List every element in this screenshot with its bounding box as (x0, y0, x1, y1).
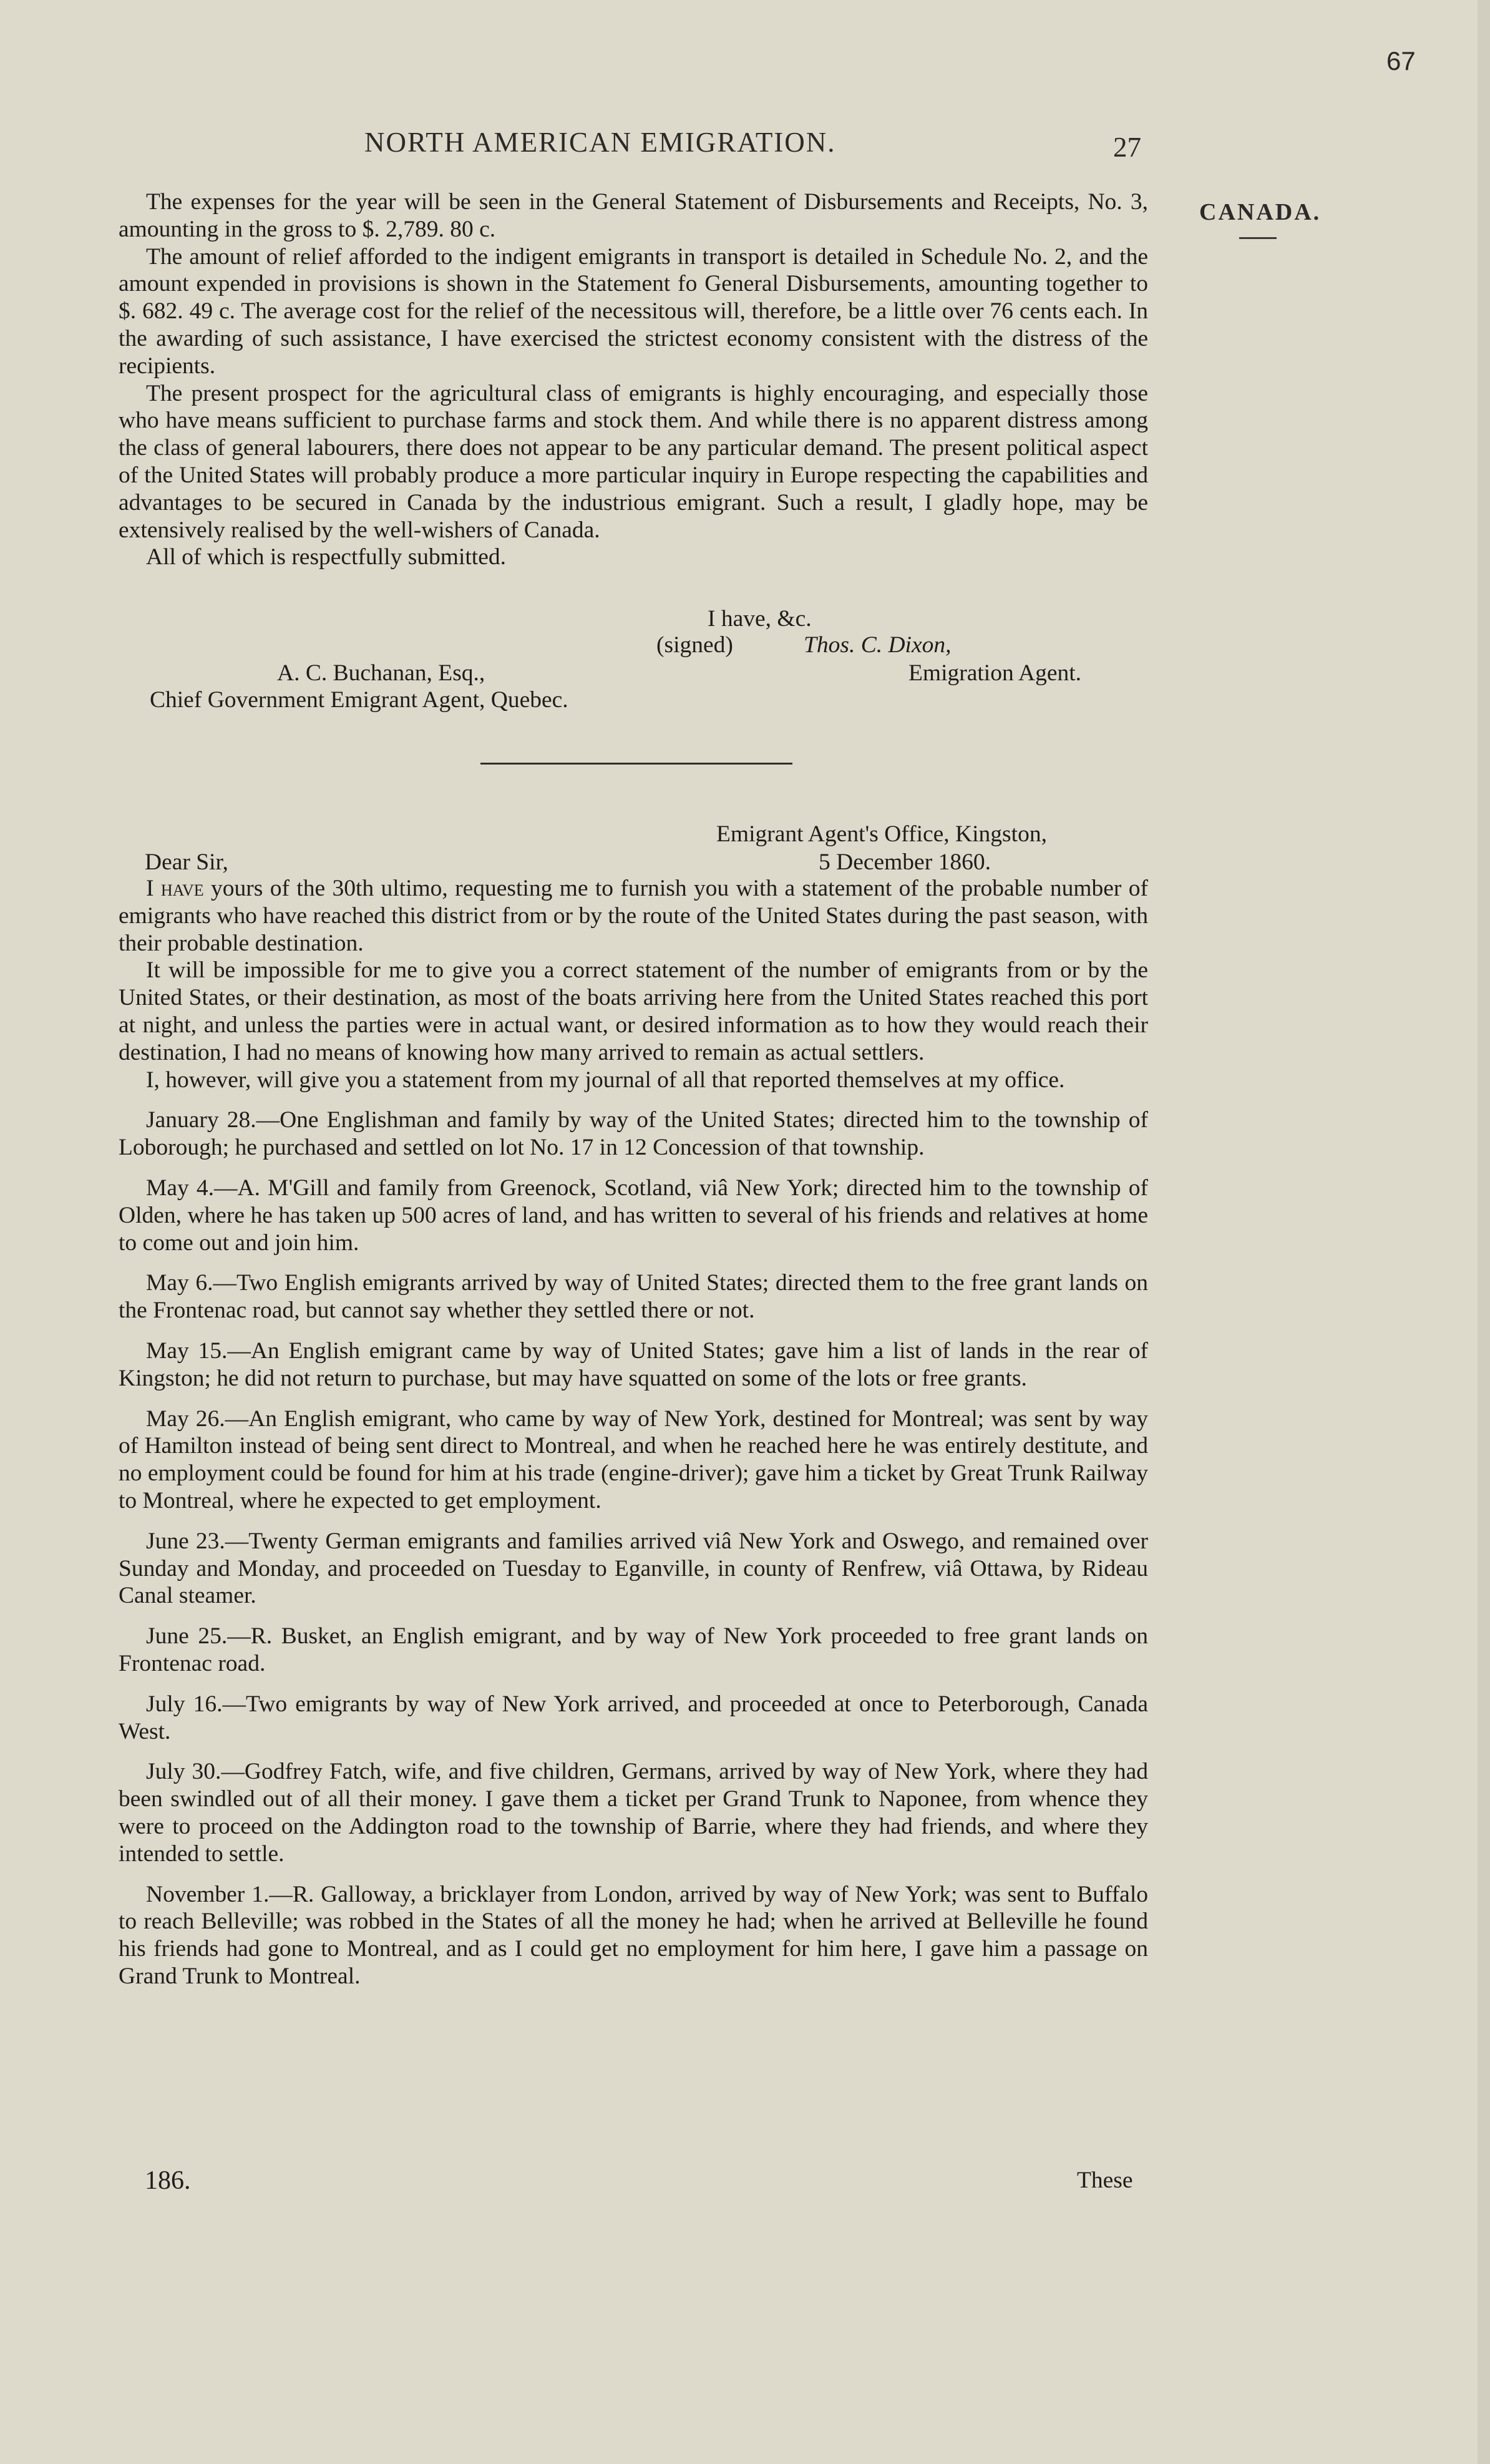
paragraph: All of which is respectfully submitted. (146, 544, 506, 570)
section-divider (480, 763, 792, 765)
running-head: NORTH AMERICAN EMIGRATION. (364, 127, 836, 158)
letter-body-2 (119, 875, 1148, 1990)
signature: Thos. C. Dixon, (804, 632, 952, 658)
margin-note: CANADA. (1199, 199, 1322, 225)
letter-body-1 (119, 188, 1148, 571)
paragraph: The expenses for the year will be seen in the General Statement of Disbursements and Receipts, No. 3, amounting in the gross to $. 2,789. 80 c. (119, 189, 1148, 242)
archive-page-number: 67 (1386, 46, 1416, 76)
intro-smallcaps: I have (146, 876, 204, 901)
journal-entry: June 23.—Twenty German emigrants and families arrived viâ New York and Oswego, and remained over Sunday and Monday, and proceeded on Tuesday to Eganville, in county of Renfrew, viâ Ottawa, by Rideau Canal steamer. (119, 1528, 1148, 1609)
paragraph: It will be impossible for me to give you a correct statement of the number of emigrants from or by the United States, or their destination, as most of the boats arriving here from the United States reached this port at night, and unless the parties were in actual want, or desired information as to how they would reach their destination, I had no means of knowing how many arrived to remain as actual settlers. (119, 957, 1148, 1065)
closing: I have, &c. (708, 606, 812, 632)
journal-entry: May 26.—An English emigrant, who came by way of New York, destined for Montreal; was sent by way of Hamilton instead of being sent direct to Montreal, and when he reached here he was entirely destitute, and no employment could be found for him at his trade (engine-driver); gave him a ticket by Great Trunk Railway to Montreal, where he expected to get employment. (119, 1406, 1148, 1513)
intro-paragraph (119, 875, 1148, 957)
signature-mark: 186. (145, 2166, 191, 2195)
addressee-title: Chief Government Emigrant Agent, Quebec. (150, 687, 568, 713)
salutation: Dear Sir, (145, 849, 228, 875)
journal-entry: January 28.—One Englishman and family by way of the United States; directed him to the township of Loborough; he purchased and settled on lot No. 17 in 12 Concession of that township. (119, 1107, 1148, 1161)
journal-entry: July 16.—Two emigrants by way of New York arrived, and proceeded at once to Peterborough, Canada West. (119, 1691, 1148, 1744)
journal-entry: May 6.—Two English emigrants arrived by way of United States; directed them to the free grant lands on the Frontenac road, but cannot say whether they settled there or not. (119, 1270, 1148, 1324)
page-edge-shadow (1478, 0, 1490, 2464)
paragraph: The present prospect for the agricultural class of emigrants is highly encouraging, and especially those who have means sufficient to purchase farms and stock them. And while there is no apparent distress among the class of general labourers, there does not appear to be any particular demand. The present political aspect of the United States will probably produce a more particular inquiry in Europe respecting the capabilities and advantages to be secured in Canada by the industrious emigrant. Such a result, I gladly hope, may be extensively realised by the well-wishers of Canada. (119, 380, 1148, 543)
journal-entry: November 1.—R. Galloway, a bricklayer from London, arrived by way of New York; was sent to Buffalo to reach Belleville; was robbed in the States of all the money he had; when he arrived at Belleville he found his friends had gone to Montreal, and as I could get no employment for him here, I gave him a passage on Grand Trunk to Montreal. (119, 1881, 1148, 1989)
office-line: Emigrant Agent's Office, Kingston, (716, 821, 1047, 847)
signer-title: Emigration Agent. (908, 660, 1082, 686)
paragraph: The amount of relief afforded to the indigent emigrants in transport is detailed in Schedule No. 2, and the amount expended in provisions is shown in the Statement fo General Disbursements, amounting together to $. 682. 49 c. The average cost for the relief of the necessitous will, therefore, be a little over 76 cents each. In the awarding of such assistance, I have exercised the strictest economy consistent with the distress of the recipients. (119, 243, 1148, 379)
journal-entry: May 15.—An English emigrant came by way of United States; gave him a list of lands in the rear of Kingston; he did not return to purchase, but may have squatted on some of the lots or free grants. (119, 1337, 1148, 1391)
addressee-name: A. C. Buchanan, Esq., (277, 660, 485, 686)
margin-rule (1239, 237, 1277, 239)
journal-entry: July 30.—Godfrey Fatch, wife, and five children, Germans, arrived by way of New York, where they had been swindled out of all their money. I gave them a ticket per Grand Trunk to Naponee, from whence they were to proceed on the Addington road to the township of Barrie, where they had friends, and where they intended to settle. (119, 1759, 1148, 1867)
catchword: These (1077, 2168, 1133, 2193)
journal-entry: June 25.—R. Busket, an English emigrant, and by way of New York proceeded to free grant lands on Frontenac road. (119, 1623, 1148, 1676)
signed-label: (signed) (656, 632, 733, 658)
intro-text: yours of the 30th ultimo, requesting me to furnish you with a statement of the probable number of emigrants who have reached this district from or by the route of the United States during the past season, with their probable destination. (119, 876, 1148, 956)
letter-date: 5 December 1860. (819, 849, 991, 875)
folio-number: 27 (1113, 132, 1141, 163)
paragraph: I, however, will give you a statement from my journal of all that reported themselves at my office. (146, 1067, 1065, 1093)
journal-entry: May 4.—A. M'Gill and family from Greenock, Scotland, viâ New York; directed him to the township of Olden, where he has taken up 500 acres of land, and has written to several of his friends and relatives at home to come out and join him. (119, 1175, 1148, 1256)
